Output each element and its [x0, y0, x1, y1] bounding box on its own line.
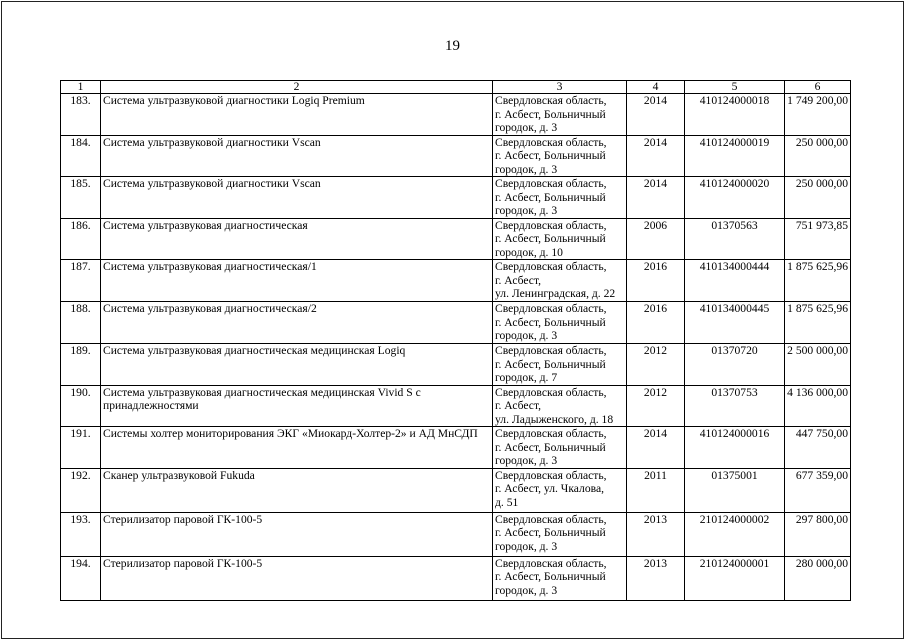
- item-cost: 250 000,00: [785, 177, 851, 219]
- row-number: 185.: [61, 177, 101, 219]
- table-row: [61, 468, 851, 512]
- address-line: Свердловская область,: [495, 260, 607, 273]
- address-line: г. Асбест, Больничный: [495, 149, 606, 162]
- column-number-row: [61, 81, 851, 94]
- item-year: 2014: [627, 177, 685, 219]
- item-cost: 280 000,00: [785, 556, 851, 600]
- item-name: Система ультразвуковая диагностическая: [101, 218, 493, 260]
- item-name: Система ультразвуковая диагностическая медицинская Vivid S с принадлежностями: [101, 385, 493, 427]
- address-line: Свердловская область,: [495, 218, 607, 232]
- row-number: 189.: [61, 344, 101, 386]
- item-year: 2012: [627, 385, 685, 427]
- inventory-number: 410134000445: [685, 302, 785, 344]
- item-cost: 2 500 000,00: [785, 344, 851, 386]
- item-address: [493, 556, 627, 600]
- address-line: городок, д. 7: [495, 371, 558, 384]
- document-page: [1, 1, 904, 639]
- item-cost: 677 359,00: [785, 468, 851, 512]
- address-line: Свердловская область,: [495, 177, 607, 190]
- table-row: [61, 556, 851, 600]
- item-cost: 1 875 625,96: [785, 260, 851, 302]
- item-cost: 4 136 000,00: [785, 385, 851, 427]
- table-row: [61, 218, 851, 260]
- row-number: 188.: [61, 302, 101, 344]
- table-row: [61, 344, 851, 386]
- table-row: [61, 135, 851, 177]
- inventory-number: 210124000001: [685, 556, 785, 600]
- address-line: городок, д. 3: [495, 583, 558, 597]
- address-line: Свердловская область,: [495, 135, 607, 149]
- item-name: Стерилизатор паровой ГК-100-5: [101, 512, 493, 556]
- column-header: 6: [785, 81, 851, 94]
- item-year: 2014: [627, 427, 685, 469]
- column-header: 3: [493, 81, 627, 94]
- item-cost: 297 800,00: [785, 512, 851, 556]
- row-number: 193.: [61, 512, 101, 556]
- address-line: г. Асбест, Больничный: [495, 440, 606, 454]
- item-address: [493, 94, 627, 136]
- address-line: г. Асбест, Больничный: [495, 357, 606, 371]
- address-line: г. Асбест, Больничный: [495, 526, 606, 539]
- item-year: 2013: [627, 556, 685, 600]
- item-year: 2016: [627, 302, 685, 344]
- address-line: г. Асбест,: [495, 273, 542, 287]
- row-number: 192.: [61, 468, 101, 512]
- item-name: Стерилизатор паровой ГК-100-5: [101, 556, 493, 600]
- row-number: 187.: [61, 260, 101, 302]
- row-number: 186.: [61, 218, 101, 260]
- address-line: д. 51: [495, 495, 519, 509]
- inventory-number: 410124000018: [685, 94, 785, 136]
- table-row: [61, 427, 851, 469]
- row-number: 183.: [61, 94, 101, 136]
- row-number: 184.: [61, 135, 101, 177]
- item-name: Система ультразвуковой диагностики Vscan: [101, 177, 493, 219]
- table-row: [61, 94, 851, 136]
- item-cost: 1 875 625,96: [785, 302, 851, 344]
- item-year: 2016: [627, 260, 685, 302]
- item-year: 2012: [627, 344, 685, 386]
- item-address: [493, 512, 627, 556]
- item-name: Система ультразвуковой диагностики Logiq Premium: [101, 94, 493, 136]
- address-line: городок, д. 10: [495, 245, 563, 259]
- item-address: [493, 218, 627, 260]
- inventory-number: 410124000016: [685, 427, 785, 469]
- column-header: 2: [101, 81, 493, 94]
- address-line: Свердловская область,: [495, 302, 607, 315]
- address-line: г. Асбест, Больничный: [495, 570, 606, 583]
- address-line: г. Асбест, Больничный: [495, 232, 606, 245]
- address-line: городок, д. 3: [495, 454, 558, 467]
- table-row: [61, 385, 851, 427]
- item-address: [493, 468, 627, 512]
- address-line: Свердловская область,: [495, 94, 607, 107]
- address-line: Свердловская область,: [495, 385, 607, 399]
- item-address: [493, 302, 627, 344]
- item-year: 2011: [627, 468, 685, 512]
- address-line: Свердловская область,: [495, 468, 607, 482]
- item-name: Сканер ультразвуковой Fukuda: [101, 468, 493, 512]
- item-year: 2006: [627, 218, 685, 260]
- row-number: 194.: [61, 556, 101, 600]
- address-line: городок, д. 3: [495, 162, 558, 176]
- inventory-number: 410124000020: [685, 177, 785, 219]
- item-address: [493, 260, 627, 302]
- item-name: Система ультразвуковая диагностическая/1: [101, 260, 493, 302]
- address-line: городок, д. 3: [495, 121, 558, 134]
- inventory-number: 01370563: [685, 218, 785, 260]
- address-line: городок, д. 3: [495, 204, 558, 217]
- item-name: Система ультразвуковая диагностическая медицинская Logiq: [101, 344, 493, 386]
- address-line: Свердловская область,: [495, 427, 607, 440]
- address-line: г. Асбест, Больничный: [495, 190, 606, 204]
- address-line: городок, д. 3: [495, 539, 558, 553]
- item-cost: 751 973,85: [785, 218, 851, 260]
- inventory-number: 410124000019: [685, 135, 785, 177]
- address-line: ул. Ладыженского, д. 18: [495, 412, 614, 426]
- address-line: г. Асбест, Больничный: [495, 107, 606, 121]
- item-name: Системы холтер мониторирования ЭКГ «Миокард-Холтер-2» и АД МнСДП: [101, 427, 493, 469]
- inventory-number: 210124000002: [685, 512, 785, 556]
- item-name: Система ультразвуковой диагностики Vscan: [101, 135, 493, 177]
- item-year: 2013: [627, 512, 685, 556]
- row-number: 191.: [61, 427, 101, 469]
- item-cost: 250 000,00: [785, 135, 851, 177]
- page-number: 19: [445, 38, 460, 54]
- inventory-number: 410134000444: [685, 260, 785, 302]
- address-line: Свердловская область,: [495, 512, 607, 526]
- item-address: [493, 427, 627, 469]
- column-header: 1: [61, 81, 101, 94]
- item-cost: 1 749 200,00: [785, 94, 851, 136]
- item-name: Система ультразвуковая диагностическая/2: [101, 302, 493, 344]
- row-number: 190.: [61, 385, 101, 427]
- address-line: Свердловская область,: [495, 556, 607, 570]
- column-header: 4: [627, 81, 685, 94]
- table-row: [61, 260, 851, 302]
- item-year: 2014: [627, 94, 685, 136]
- address-line: ул. Ленинградская, д. 22: [495, 287, 616, 300]
- address-line: Свердловская область,: [495, 344, 607, 357]
- inventory-number: 01370753: [685, 385, 785, 427]
- item-address: [493, 135, 627, 177]
- registry-body: [61, 94, 851, 601]
- table-row: [61, 177, 851, 219]
- address-line: городок, д. 3: [495, 329, 558, 342]
- property-registry-table: [60, 80, 851, 601]
- address-line: г. Асбест, ул. Чкалова,: [495, 482, 604, 495]
- table-row: [61, 302, 851, 344]
- address-line: г. Асбест,: [495, 399, 542, 412]
- inventory-number: 01375001: [685, 468, 785, 512]
- column-header: 5: [685, 81, 785, 94]
- item-address: [493, 385, 627, 427]
- item-address: [493, 344, 627, 386]
- item-address: [493, 177, 627, 219]
- item-year: 2014: [627, 135, 685, 177]
- table-row: [61, 512, 851, 556]
- address-line: г. Асбест, Больничный: [495, 315, 606, 329]
- item-cost: 447 750,00: [785, 427, 851, 469]
- inventory-number: 01370720: [685, 344, 785, 386]
